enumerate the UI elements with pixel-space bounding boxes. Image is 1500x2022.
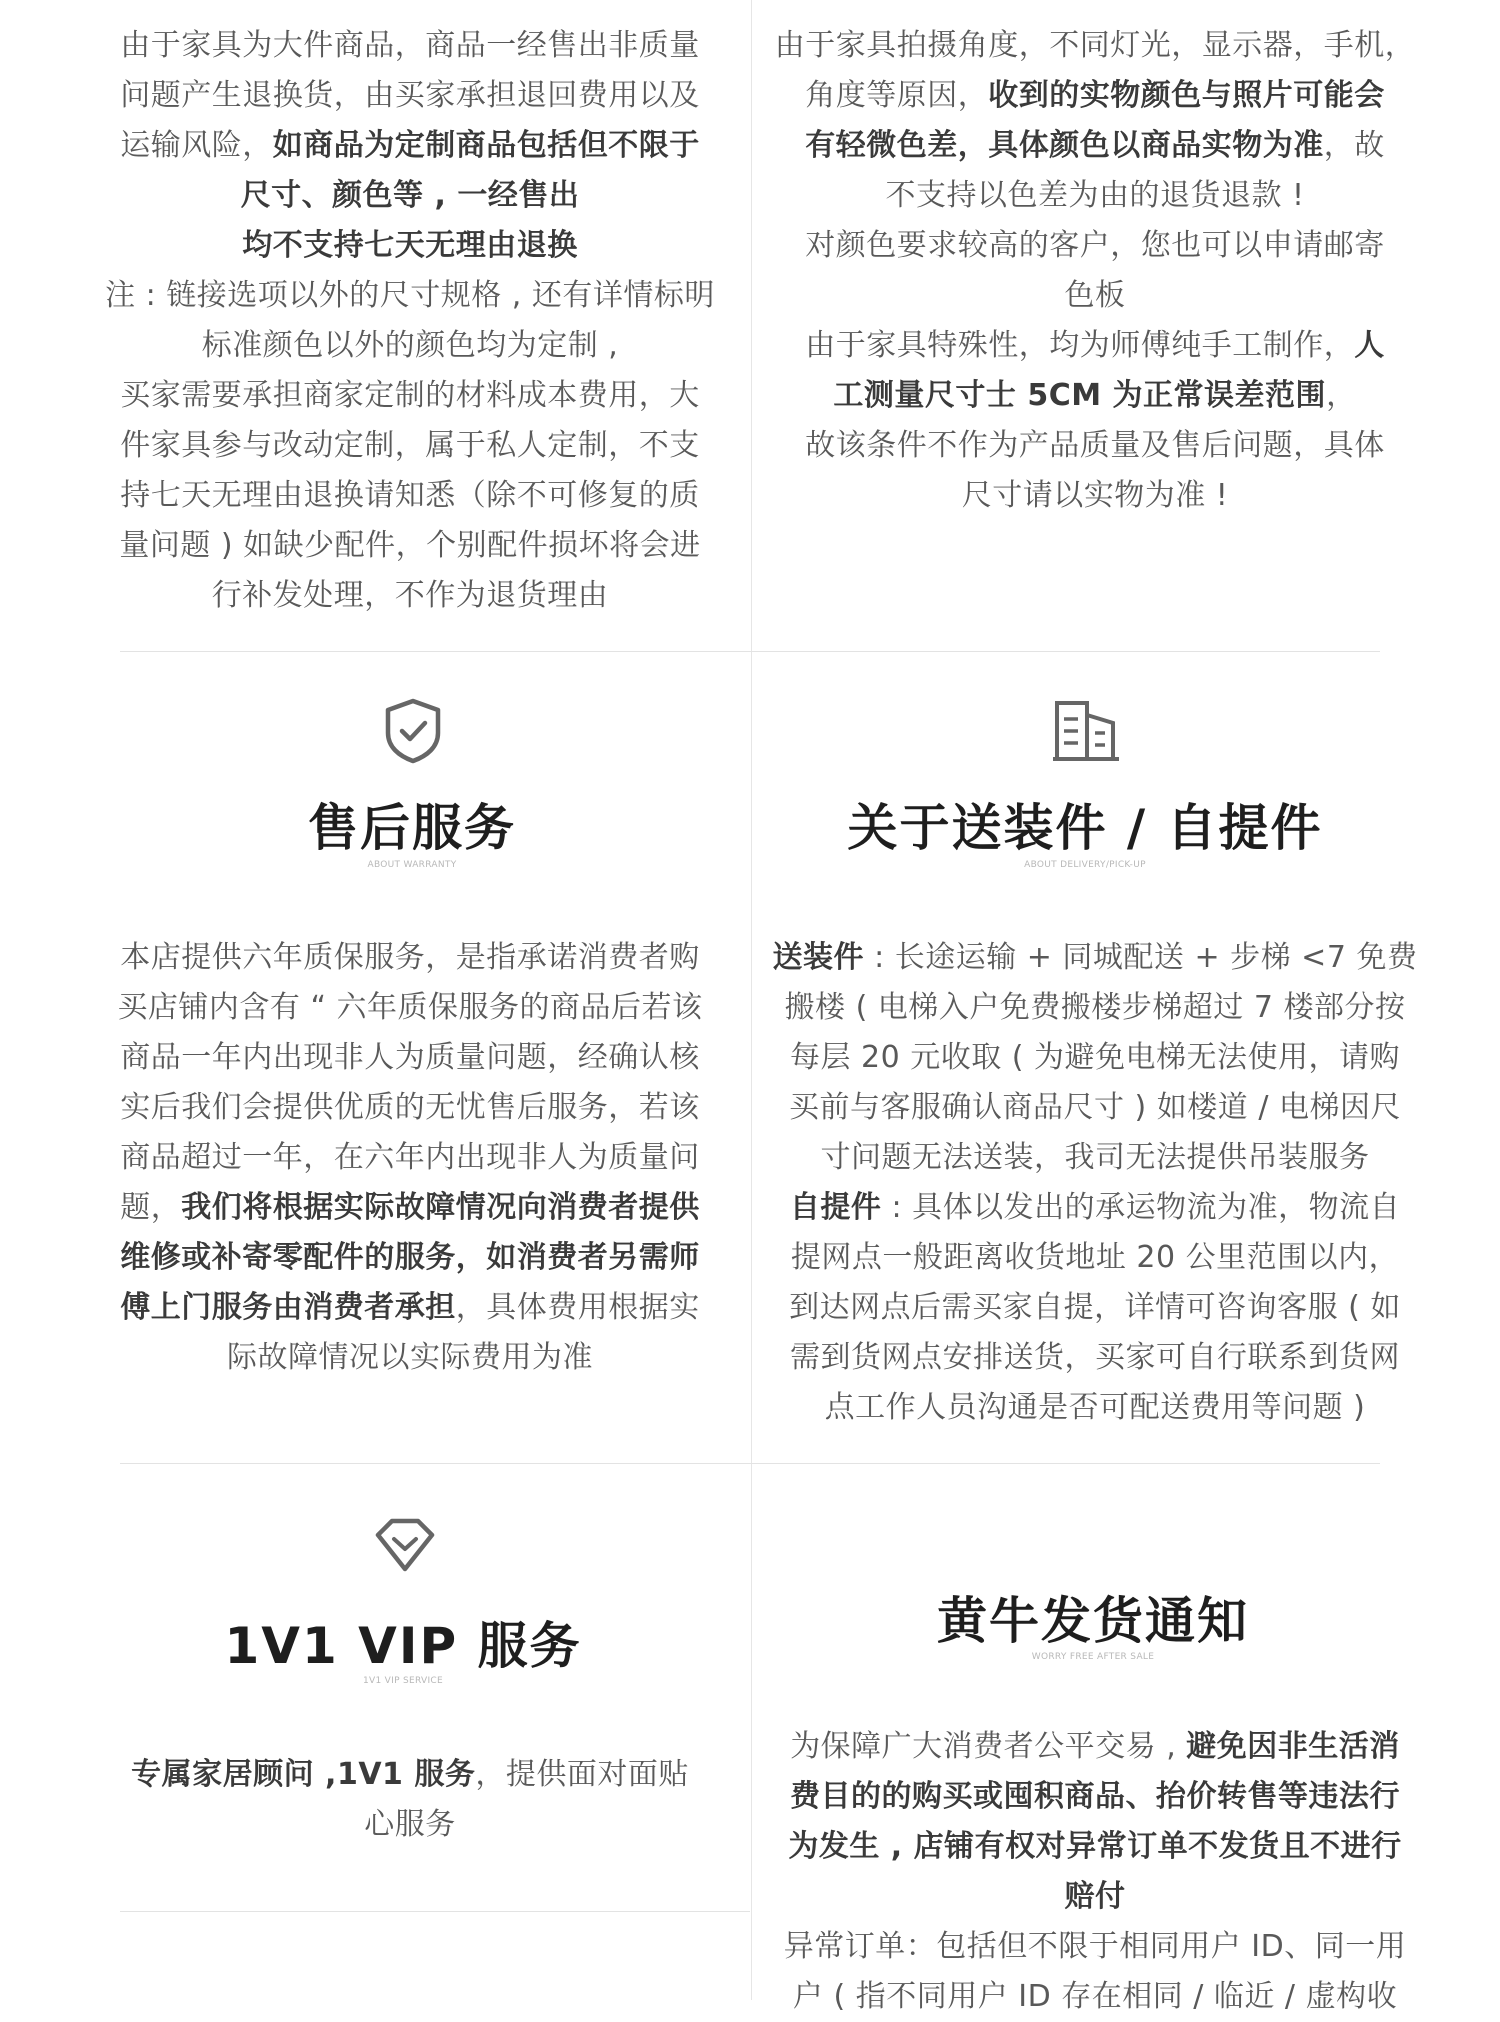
text-line — [90, 471, 730, 521]
building-icon — [1051, 697, 1121, 763]
text-line — [770, 71, 1420, 121]
text-run: 由于家具拍摄角度，不同灯光，显示器，手机， — [774, 28, 1416, 63]
text-run: 买前与客服确认商品尺寸 ) 如楼道 / 电梯因尺 — [789, 1090, 1401, 1125]
text-line — [770, 1772, 1420, 1822]
delivery-text — [770, 933, 1420, 1433]
text-run: 户 ( 指不同用户 ID 存在相同 / 临近 / 虚构收 — [792, 1979, 1398, 2014]
text-run: 标准颜色以外的颜色均为定制 , — [201, 328, 619, 363]
text-run: ，提供面对面贴 — [475, 1757, 689, 1792]
text-line — [90, 21, 730, 71]
text-run: 色板 — [1064, 278, 1126, 313]
text-run: 运输风险， — [120, 128, 273, 163]
text-line — [770, 1083, 1420, 1133]
text-line — [770, 221, 1420, 271]
delivery-title: 关于送装件 / 自提件 — [847, 799, 1323, 857]
text-run: 商品超过一年，在六年内出现非人为质量问 — [120, 1140, 700, 1175]
text-line — [90, 1283, 730, 1333]
bold-text-run: 均不支持七天无理由退换 — [242, 228, 578, 263]
text-run: 异常订单：包括但不限于相同用户 ID、同一用 — [783, 1929, 1407, 1964]
text-run: 行补发处理，不作为退货理由 — [211, 578, 609, 613]
text-run: 故该条件不作为产品质量及售后问题，具体 — [805, 428, 1385, 463]
bold-text-run: 傅上门服务由消费者承担 — [120, 1290, 456, 1325]
text-line — [90, 933, 730, 983]
text-run: 为保障广大消费者公平交易 , — [790, 1729, 1187, 1764]
text-line — [770, 421, 1420, 471]
bold-text-run: 自提件 — [789, 1190, 882, 1225]
text-line — [770, 471, 1420, 521]
vip-title: 1V1 VIP 服务 — [224, 1617, 582, 1675]
text-run: 不支持以色差为由的退货退款 ! — [885, 178, 1305, 213]
text-run: 买店铺内含有 “ 六年质保服务的商品后若该 — [117, 990, 703, 1025]
text-run: ，故 — [1323, 128, 1385, 163]
text-line — [90, 121, 730, 171]
scalper-subtitle: WORRY FREE AFTER SALE — [1031, 1652, 1155, 1662]
text-line — [770, 1972, 1420, 2022]
text-line — [770, 1872, 1420, 1922]
text-line — [90, 1183, 730, 1233]
text-line — [90, 1750, 730, 1800]
bold-text-run: 专属家居顾问 ,1V1 服务 — [131, 1757, 476, 1792]
text-line — [90, 171, 730, 221]
text-run: 寸问题无法送装，我司无法提供吊装服务 — [820, 1140, 1370, 1175]
text-run: : 具体以发出的承运物流为准，物流自 — [881, 1190, 1401, 1225]
scalper-text — [770, 1722, 1420, 2022]
bold-text-run: 工测量尺寸士 5CM 为正常误差范围 — [833, 378, 1327, 413]
text-run: 量问题 ) 如缺少配件，个别配件损坏将会进 — [119, 528, 701, 563]
bold-text-run: 费目的的购买或囤积商品、抬价转售等违法行 — [790, 1779, 1400, 1814]
bold-text-run: 收到的实物颜色与照片可能会 — [988, 78, 1385, 113]
color-difference-text — [770, 21, 1420, 521]
text-line — [90, 1033, 730, 1083]
text-line — [90, 521, 730, 571]
column-divider — [751, 0, 752, 2000]
text-line — [770, 121, 1420, 171]
warranty-subtitle: ABOUT WARRANTY — [367, 860, 457, 870]
section-divider-2 — [120, 1463, 1380, 1464]
text-line — [90, 321, 730, 371]
warranty-text — [90, 933, 730, 1383]
vip-subtitle: 1V1 VIP SERVICE — [362, 1676, 443, 1686]
text-run: 到达网点后需买家自提，详情可咨询客服 ( 如 — [789, 1290, 1401, 1325]
text-line — [90, 71, 730, 121]
bold-text-run: 人 — [1354, 328, 1385, 363]
text-run: 商品一年内出现非人为质量问题，经确认核 — [120, 1040, 700, 1075]
bold-text-run: 送装件 — [772, 940, 865, 975]
text-run: 心服务 — [364, 1807, 456, 1842]
section-divider-1 — [120, 651, 1380, 652]
text-line — [770, 371, 1420, 421]
delivery-subtitle: ABOUT DELIVERY/PICK-UP — [1024, 860, 1146, 870]
text-line — [770, 1183, 1420, 1233]
warranty-title: 售后服务 — [308, 799, 516, 857]
text-line — [770, 983, 1420, 1033]
text-run: 角度等原因， — [805, 78, 989, 113]
text-run: 对颜色要求较高的客户，您也可以申请邮寄 — [805, 228, 1385, 263]
text-line — [770, 321, 1420, 371]
text-run: 由于家具特殊性，均为师傅纯手工制作， — [805, 328, 1355, 363]
text-line — [90, 271, 730, 321]
text-run: 持七天无理由退换请知悉（除不可修复的质 — [120, 478, 700, 513]
text-line — [770, 1283, 1420, 1333]
bold-text-run: 维修或补寄零配件的服务，如消费者另需师 — [120, 1240, 700, 1275]
text-line — [90, 421, 730, 471]
text-line — [90, 983, 730, 1033]
bold-text-run: 赔付 — [1064, 1879, 1126, 1914]
diamond-icon — [374, 1517, 436, 1573]
text-line — [90, 1133, 730, 1183]
text-run: 需到货网点安排送货，买家可自行联系到货网 — [790, 1340, 1400, 1375]
text-run: 每层 20 元收取 ( 为避免电梯无法使用，请购 — [789, 1040, 1401, 1075]
text-line — [90, 221, 730, 271]
text-run: 际故障情况以实际费用为准 — [227, 1340, 593, 1375]
bold-text-run: 尺寸、颜色等 , 一经售出 — [240, 178, 580, 213]
bold-text-run: 避免因非生活消 — [1186, 1729, 1400, 1764]
scalper-title: 黄牛发货通知 — [937, 1592, 1249, 1650]
text-line — [90, 1800, 730, 1850]
text-line — [770, 1033, 1420, 1083]
shield-check-icon — [383, 697, 443, 765]
text-line — [770, 1133, 1420, 1183]
text-run: 提网点一般距离收货地址 20 公里范围以内， — [790, 1240, 1400, 1275]
text-line — [90, 571, 730, 621]
text-run: 题， — [120, 1190, 182, 1225]
bold-text-run: 有轻微色差，具体颜色以商品实物为准 — [805, 128, 1324, 163]
text-line — [770, 271, 1420, 321]
text-line — [770, 1922, 1420, 1972]
text-run: 尺寸请以实物为准 ! — [961, 478, 1229, 513]
bold-text-run: 如商品为定制商品包括但不限于 — [272, 128, 700, 163]
text-run: 本店提供六年质保服务，是指承诺消费者购 — [120, 940, 700, 975]
text-run: 注 : 链接选项以外的尺寸规格 , 还有详情标明 — [105, 278, 715, 313]
text-run: ， — [1326, 378, 1357, 413]
text-run: 由于家具为大件商品，商品一经售出非质量 — [120, 28, 700, 63]
text-line — [770, 1233, 1420, 1283]
text-run: 件家具参与改动定制，属于私人定制，不支 — [120, 428, 700, 463]
text-line — [770, 171, 1420, 221]
text-run: 实后我们会提供优质的无忧售后服务，若该 — [120, 1090, 700, 1125]
text-run: 点工作人员沟通是否可配送费用等问题 ) — [824, 1390, 1366, 1425]
section-divider-3 — [120, 1911, 750, 1912]
text-run: 问题产生退换货，由买家承担退回费用以及 — [120, 78, 700, 113]
text-line — [770, 1333, 1420, 1383]
text-line — [770, 21, 1420, 71]
text-run: 搬楼 ( 电梯入户免费搬楼步梯超过 7 楼部分按 — [784, 990, 1406, 1025]
text-line — [90, 1233, 730, 1283]
return-policy-text — [90, 21, 730, 621]
text-line — [770, 1383, 1420, 1433]
vip-text — [90, 1750, 730, 1850]
text-line — [90, 371, 730, 421]
text-line — [770, 933, 1420, 983]
text-line — [90, 1083, 730, 1133]
bold-text-run: 我们将根据实际故障情况向消费者提供 — [181, 1190, 700, 1225]
text-line — [770, 1822, 1420, 1872]
text-run: ，具体费用根据实 — [455, 1290, 700, 1325]
bold-text-run: 为发生 , 店铺有权对异常订单不发货且不进行 — [788, 1829, 1402, 1864]
text-run: 买家需要承担商家定制的材料成本费用，大 — [120, 378, 700, 413]
text-line — [90, 1333, 730, 1383]
text-run: : 长途运输 + 同城配送 + 步梯 <7 免费 — [864, 940, 1418, 975]
text-line — [770, 1722, 1420, 1772]
